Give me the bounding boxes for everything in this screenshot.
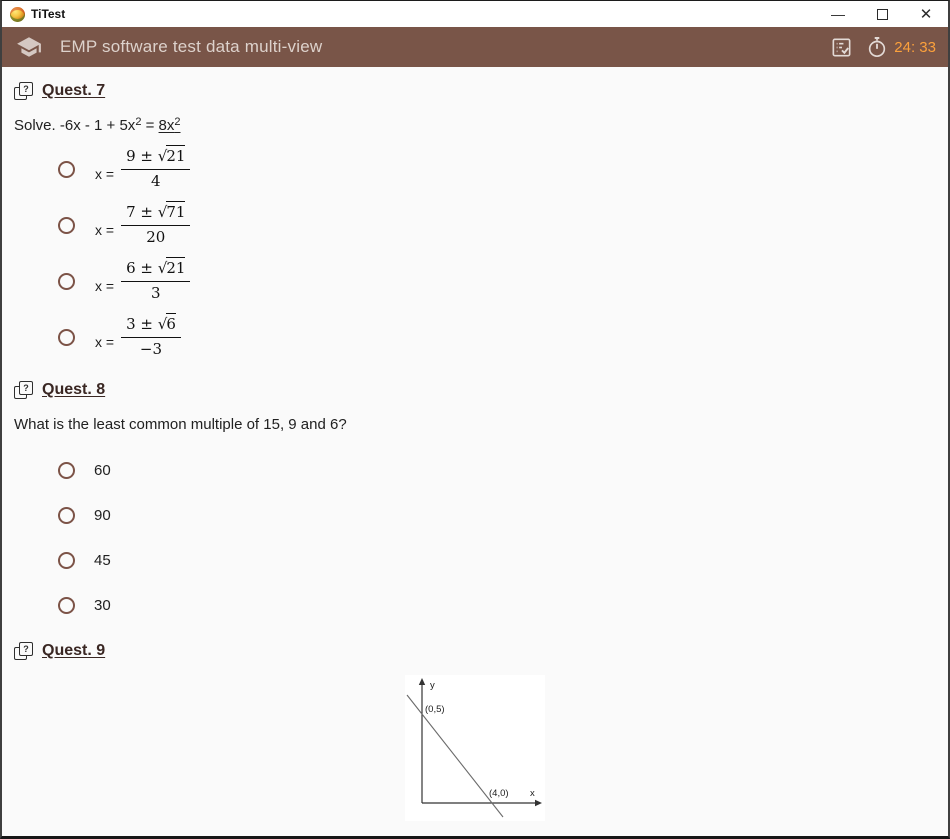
svg-text:(4,0): (4,0) [489,788,509,799]
q7-option-3-fraction: $\frac{6 \pm √21}{3}$ [121,260,190,302]
results-checklist-button[interactable] [830,36,853,59]
header-right [830,36,936,59]
q7-option-row: x = $\frac{6 \pm √21}{3}$ [58,258,938,304]
maximize-icon [877,9,888,20]
question-card-icon: ? [14,642,33,660]
svg-text:x: x [530,788,535,799]
q8-option-4-radio[interactable] [58,597,75,614]
underlined-term: $8x^2$ [158,116,181,134]
q7-option-row: x = $\frac{3 \pm √6}{-3}$ [58,314,938,360]
q8-option-row [58,595,938,615]
header-title: EMP software test data multi-view [60,37,323,56]
line-graph-image [405,675,545,821]
question-9-heading [14,641,938,661]
sqrt-icon: √ [157,147,167,166]
q7-option-row: x = $\frac{9 \pm √21}{4}$ [58,146,938,192]
q7-option-4-fraction: $\frac{3 \pm √6}{-3}$ [121,316,181,358]
close-button[interactable]: ✕ [919,6,933,23]
svg-text:(0,5): (0,5) [425,704,445,715]
test-content [2,81,948,826]
minimize-button[interactable]: — [831,6,845,22]
q8-option-1-label: 60 [94,461,111,479]
svg-text:y: y [430,680,435,691]
q7-option-row: x = $\frac{7 \pm √71}{20}$ [58,202,938,248]
q8-option-1-radio[interactable] [58,462,75,479]
q8-option-4-label: 30 [94,596,111,614]
question-7-label: Quest. 7 [42,82,106,99]
q8-option-3-label: 45 [94,551,111,569]
app-header [2,27,948,67]
question-8-heading [14,380,938,400]
q7-option-2-fraction: $\frac{7 \pm √71}{20}$ [121,204,190,246]
q7-option-4-radio[interactable] [58,329,75,346]
q8-option-2-radio[interactable] [58,507,75,524]
q8-option-2-label: 90 [94,506,111,524]
q7-option-3-radio[interactable] [58,273,75,290]
question-card-icon: ? [14,381,33,399]
question-9-graph [12,675,938,826]
q7-option-1-radio[interactable] [58,161,75,178]
question-8-label: Quest. 8 [42,381,106,398]
window-title: TiTest [31,7,66,21]
q7-option-2-radio[interactable] [58,217,75,234]
question-8-prompt: What is the least common multiple of 15, 9 and 6? [14,416,347,433]
sqrt-icon: √ [157,315,167,334]
q8-option-row [58,550,938,570]
sqrt-icon: √ [157,259,167,278]
timer-countdown: 24: 33 [894,38,936,56]
window-titlebar [2,1,948,27]
school-icon [16,34,42,60]
sqrt-icon: √ [157,203,167,222]
stopwatch-icon [866,36,888,58]
question-7-heading [14,81,938,101]
window-controls [816,1,948,27]
question-7-prompt: Solve. $-6x - 1 + 5x^2 = 8x^2$ [14,116,181,134]
q8-option-row [58,505,938,525]
maximize-button[interactable] [860,1,904,27]
app-icon [10,7,25,22]
question-9-label: Quest. 9 [42,642,106,659]
q7-option-1-fraction: $\frac{9 \pm √21}{4}$ [121,148,190,190]
q8-option-3-radio[interactable] [58,552,75,569]
q8-option-row [58,460,938,480]
question-card-icon: ? [14,82,33,100]
